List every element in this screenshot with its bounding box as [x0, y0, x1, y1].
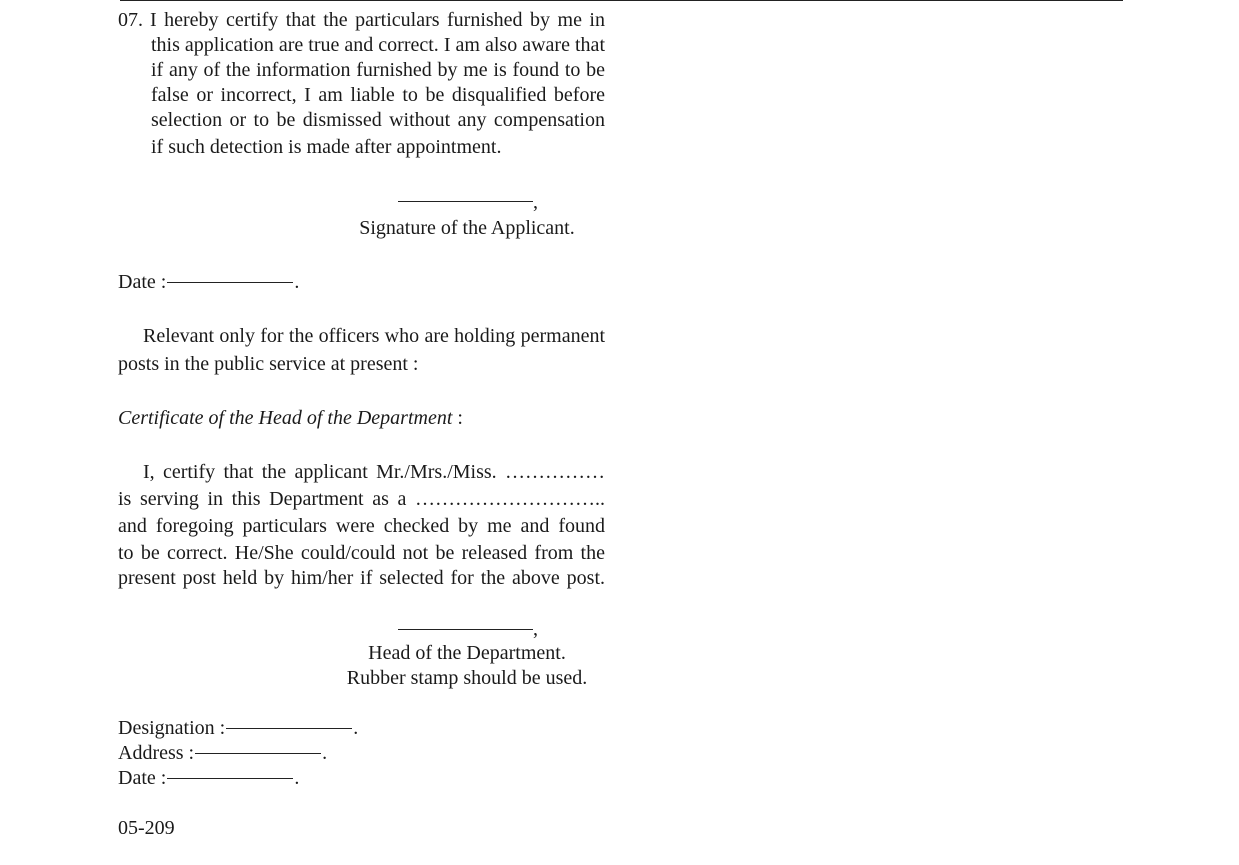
certificate-heading	[118, 406, 463, 430]
declaration-line-2: this application are true and correct. I am also aware that	[151, 34, 605, 56]
date-label: Date :	[118, 271, 167, 293]
designation-end: .	[353, 717, 359, 739]
declaration-line-5: selection or to be dismissed without any compensation	[151, 109, 605, 131]
head-signature-label: Head of the Department.	[368, 642, 566, 664]
address-label: Address :	[118, 742, 195, 764]
date-end: .	[294, 271, 300, 293]
certificate-line-3: and foregoing particulars were checked by me and found	[118, 515, 605, 537]
declaration-number: 07.	[118, 9, 143, 31]
designation-field	[118, 716, 358, 740]
rubber-stamp-note: Rubber stamp should be used.	[346, 667, 588, 689]
date-blank-line[interactable]	[167, 282, 293, 283]
certificate-heading-colon: :	[452, 407, 463, 429]
date-field	[118, 270, 299, 294]
certificate-line-4: to be correct. He/She could/could not be released from the	[118, 542, 605, 564]
footer-date-end: .	[294, 767, 300, 789]
relevant-note-line-1: Relevant only for the officers who are holding permanent	[143, 325, 605, 347]
declaration-line-3: if any of the information furnished by me is found to be	[151, 59, 605, 81]
declaration-line-6: if such detection is made after appointment.	[151, 136, 502, 158]
address-blank-line[interactable]	[195, 753, 321, 754]
signature-line	[398, 201, 533, 202]
footer-date-blank-line[interactable]	[167, 778, 293, 779]
address-end: .	[322, 742, 328, 764]
footer-date-field	[118, 766, 299, 790]
address-field	[118, 741, 327, 765]
certificate-heading-text: Certificate of the Head of the Department	[118, 407, 453, 429]
signature-label: Signature of the Applicant.	[359, 217, 575, 239]
head-signature-comma: ,	[533, 618, 538, 640]
certificate-line-5: present post held by him/her if selected for the above post.	[118, 567, 605, 589]
relevant-note-line-2: posts in the public service at present :	[118, 353, 419, 375]
page-code: 05-209	[118, 817, 175, 839]
top-rule	[120, 0, 1123, 1]
signature-comma: ,	[533, 191, 538, 213]
declaration-line-1: I hereby certify that the particulars furnished by me in	[150, 9, 605, 31]
designation-blank-line[interactable]	[226, 728, 352, 729]
head-signature-line	[398, 629, 533, 630]
declaration-line-4: false or incorrect, I am liable to be disqualified before	[151, 84, 605, 106]
certificate-line-1: I, certify that the applicant Mr./Mrs./Miss. ……………	[143, 461, 605, 483]
footer-date-label: Date :	[118, 767, 167, 789]
certificate-line-2: is serving in this Department as a ………………………..	[118, 488, 605, 510]
designation-label: Designation :	[118, 717, 226, 739]
